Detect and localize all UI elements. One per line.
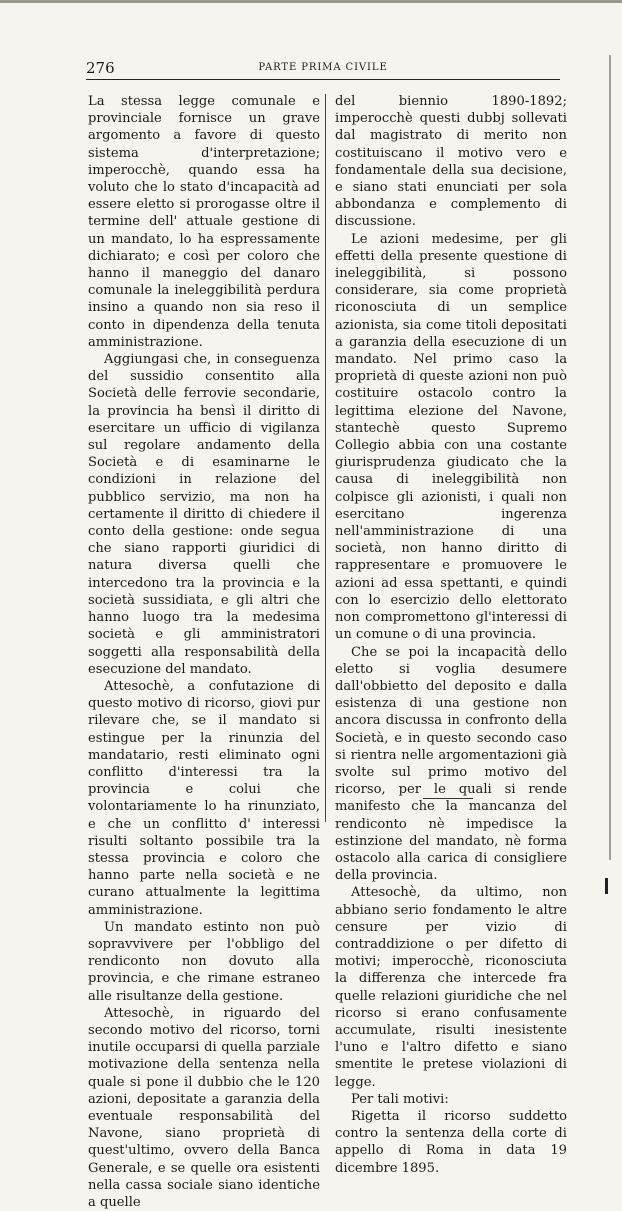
paragraph: Attesochè, a confutazione di questo motivo di ricorso, giovi pur rilevare che, se il mandato si estingue per la rinunzia del mandatario, resti eliminato ogni conflitto d'interessi tra la provincia e colui che volontariamente lo ha rinunziato, e che un conflitto d' interessi risulti soltanto possibile tra la stessa provincia e coloro che hanno parte nella società e ne curano attualmente la legittima amministrazione. (88, 678, 320, 918)
paragraph: Attesochè, da ultimo, non abbiano serio fondamento le altre censure per vizio di contraddizione o per difetto di motivi; imperocchè, riconosciuta la differenza che intercede fra quelle relazioni giuridiche che nel ricorso si erano confusamente accumulate, risulti inesistente l'uno e l'altro difetto e siano smentite le pretese violazioni di legge. (335, 885, 567, 1090)
paragraph: del biennio 1890-1892; imperocchè questi dubbj sollevati dal magistrato di merito non costituiscano il motivo vero e fondamentale della sua decisione, e siano stati enunciati per sola abbondanza e complemento di discussione. (335, 94, 567, 230)
paragraph: Un mandato estinto non può sopravvivere per l'obbligo del rendiconto non dovuto alla provincia, e che rimane estraneo alle risultanze della gestione. (88, 919, 320, 1004)
paragraph: Le azioni medesime, per gli effetti della presente questione di ineleggibilità, si possono considerare, sia come proprietà riconosciuta di un semplice azionista, sia come titoli depositati a garanzia della esecuzione di un mandato. Nel primo caso la proprietà di queste azioni non può costituire ostacolo contro la legittima elezione del Navone, stantechè questo Supremo Collegio abbia con una costante giurisprudenza giudicato che la causa di ineleggibilità non colpisce gli azionisti, i quali non esercitano ingerenza nell'amministrazione di una società, non hanno diritto di rappresentare e promuovere le azioni ad essa spettanti, e quindi con lo esercizio dello elettorato non compromettono gl'interessi di un comune o di una provincia. (335, 231, 567, 643)
page-number: 276 (86, 59, 115, 77)
scan-edge-line (609, 55, 611, 860)
scan-margin-mark (605, 878, 608, 894)
page-header (86, 57, 560, 80)
paragraph: Attesochè, in riguardo del secondo motivo del ricorso, torni inutile occuparsi di quella parziale motivazione della sentenza nella quale si pone il dubbio che le 120 azioni, depositate a garanzia della eventuale responsabilità del Navone, siano proprietà di quest'ultimo, ovvero della Banca Generale, e se quelle ora esistenti nella cassa sociale siano identiche a quelle (88, 1005, 320, 1210)
paragraph: Per tali motivi: (351, 1091, 449, 1107)
right-column (335, 93, 567, 1177)
paragraph: Aggiungasi che, in conseguenza del sussidio consentito alla Società delle ferrovie secondarie, la provincia ha bensì il diritto di esercitare un ufficio di vigilanza sul regolare andamento della Società e di esaminarne le condizioni in relazione del pubblico servizio, ma non ha certamente il diritto di chiedere il conto della gestione: onde segua che siano rapporti giuridici di natura diversa quelli che intercedono tra la provincia e la società sussidiata, e gli altri che hanno luogo tra la medesima società e gli amministratori soggetti alla responsabilità della esecuzione del mandato. (88, 352, 320, 677)
running-head: PARTE PRIMA CIVILE (258, 62, 388, 73)
paragraph: Rigetta il ricorso suddetto contro la sentenza della corte di appello di Roma in data 19 dicembre 1895. (335, 1108, 567, 1176)
left-column (88, 93, 320, 1211)
paragraph: Che se poi la incapacità dello eletto si voglia desumere dall'obbietto del deposito e dalla esistenza di una gestione non ancora discussa in confronto della Società, e in questo secondo caso si rientra nelle argomentazioni già svolte sul primo motivo del ricorso, per le quali si rende manifesto che la mancanza del rendiconto nè impedisce la estinzione del mandato, nè forma ostacolo alla carica di consigliere della provincia. (335, 644, 567, 884)
paragraph: La stessa legge comunale e provinciale fornisce un grave argomento a favore di questo sistema d'interpretazione; imperocchè, quando essa ha voluto che lo stato d'incapacità ad essere eletto si prorogasse oltre il termine dell' attuale gestione di un mandato, lo ha espressamente dichiarato; e così per coloro che hanno il maneggio del danaro comunale la ineleggibilità perdura insino a quando non sia reso il conto in dipendenza della tenuta amministrazione. (88, 94, 320, 350)
top-border-rule (0, 0, 622, 3)
column-divider (325, 94, 326, 822)
closing-rule (423, 798, 473, 799)
